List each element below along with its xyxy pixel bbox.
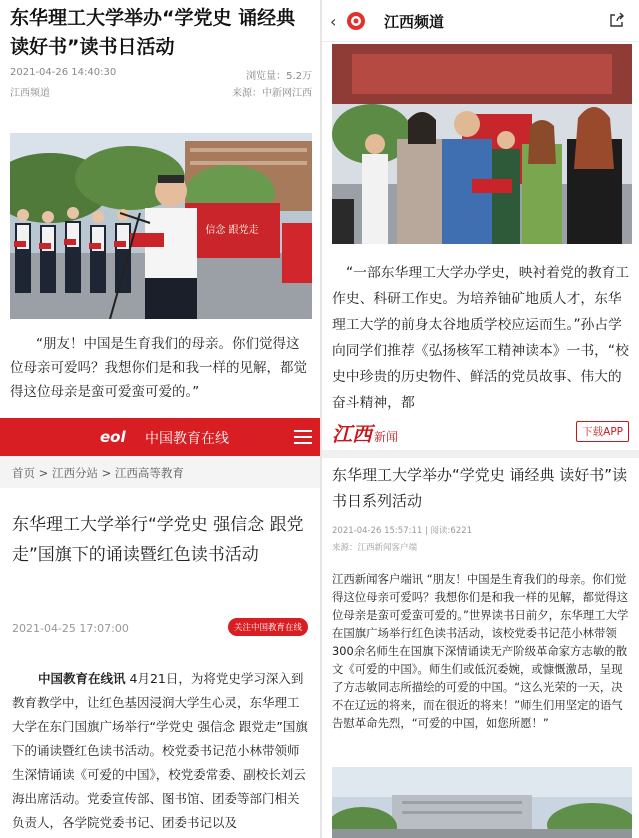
article-source: 来源：中新网江西 — [232, 88, 312, 99]
view-count: 浏览量：5.2万 — [246, 71, 312, 82]
jxnews-logo-main: 江西 — [332, 422, 372, 446]
eol-lead: 中国教育在线讯 — [38, 671, 126, 686]
eol-article-paragraph — [12, 667, 310, 835]
article-date: 2021-04-26 14:40:30 — [10, 67, 117, 78]
article-photo — [10, 133, 312, 319]
eol-article-date: 2021-04-25 17:07:00 — [12, 622, 129, 635]
back-icon[interactable]: ‹ — [330, 12, 337, 31]
section-separator — [322, 450, 639, 458]
eol-logo[interactable]: eol — [100, 428, 126, 446]
article-photo-3 — [332, 767, 632, 838]
eol-body-text: 4月21日，为将党史学习深入到教育教学中，让红色基因浸润大学生心灵，东华理工大学在东门国旗广场举行“学党史 强信念 跟党走”国旗下的诵读暨红色读书活动。校党委书记范小林带领师生深情诵读《可爱的中国》，校党委常委、副校长刘云海出席活动。党委宣传部、图书馆、团委等部门相关负责人，各学院党委书记、团委书记以及 — [12, 671, 308, 830]
sina-logo-icon[interactable] — [346, 11, 366, 31]
eol-site-name: 中国教育在线 — [145, 431, 229, 447]
right-article-paragraph: “一部东华理工大学办学史，映衬着党的教育工作史、科研工作史。为培养铀矿地质人才，东华理工大学的前身太谷地质学校应运而生。”孙占学向同学们推荐《弘扬核军工精神读本》一书，“校史中珍贵的历史物件、鲜活的党员故事、伟大的奋斗精神，都 — [332, 265, 630, 411]
jxnews-logo-sub: 新闻 — [374, 430, 399, 444]
app-header — [322, 0, 639, 42]
jxnews-logo[interactable] — [332, 418, 398, 447]
jxnews-article-paragraph: 江西新闻客户端讯 “朋友！中国是生育我们的母亲。你们觉得这位母亲可爱吗？我想你们是和我一样的见解，都觉得这位母亲是蛮可爱蛮可爱的。”世界读书日前夕，东华理工大学在国旗广场举行红色读书活动，该校党委书记范小林带领300余名师生在国旗下深情诵读无产阶级革命家方志敏的散文《可爱的中国》。师生们或低沉委婉，或慷慨激昂，呈现了方志敏同志所描绘的可爱的中国。“这么光荣的一天，决不在辽远的将来，而在很近的将来！”师生们用坚定的语气告慰革命先烈，“可爱的中国，如您所愿！” — [332, 572, 629, 730]
follow-button[interactable]: 关注中国教育在线 — [228, 618, 308, 636]
jxnews-article-source: 来源：江西新闻客户端 — [332, 543, 418, 553]
article-title: 东华理工大学举办“学党史 诵经典 读好书”读书日活动 — [10, 7, 296, 58]
svg-text:信念 跟党走: 信念 跟党走 — [205, 225, 259, 236]
jxnews-article-title: 东华理工大学举办“学党史 诵经典 读好书”读书日系列活动 — [332, 466, 628, 510]
article-channel[interactable]: 江西频道 — [10, 88, 50, 99]
share-icon[interactable] — [609, 12, 625, 28]
download-app-button[interactable]: 下载APP — [576, 421, 629, 442]
menu-icon[interactable] — [294, 430, 312, 444]
eol-article-title: 东华理工大学举行“学党史 强信念 跟党走”国旗下的诵读暨红色读书活动 — [12, 515, 304, 565]
eol-header-bar — [0, 418, 320, 456]
channel-title: 江西频道 — [384, 13, 445, 31]
article-photo-2 — [332, 44, 632, 244]
right-column — [322, 0, 639, 838]
article-paragraph: “朋友！中国是生育我们的母亲。你们觉得这位母亲可爱吗？我想你们是和我一样的见解，都觉得这位母亲是蛮可爱蛮可爱的。” — [10, 336, 307, 400]
breadcrumb[interactable]: 首页 > 江西分站 > 江西高等教育 — [12, 466, 184, 480]
jxnews-article-meta: 2021-04-26 15:57:11 | 阅读:6221 — [332, 526, 473, 536]
